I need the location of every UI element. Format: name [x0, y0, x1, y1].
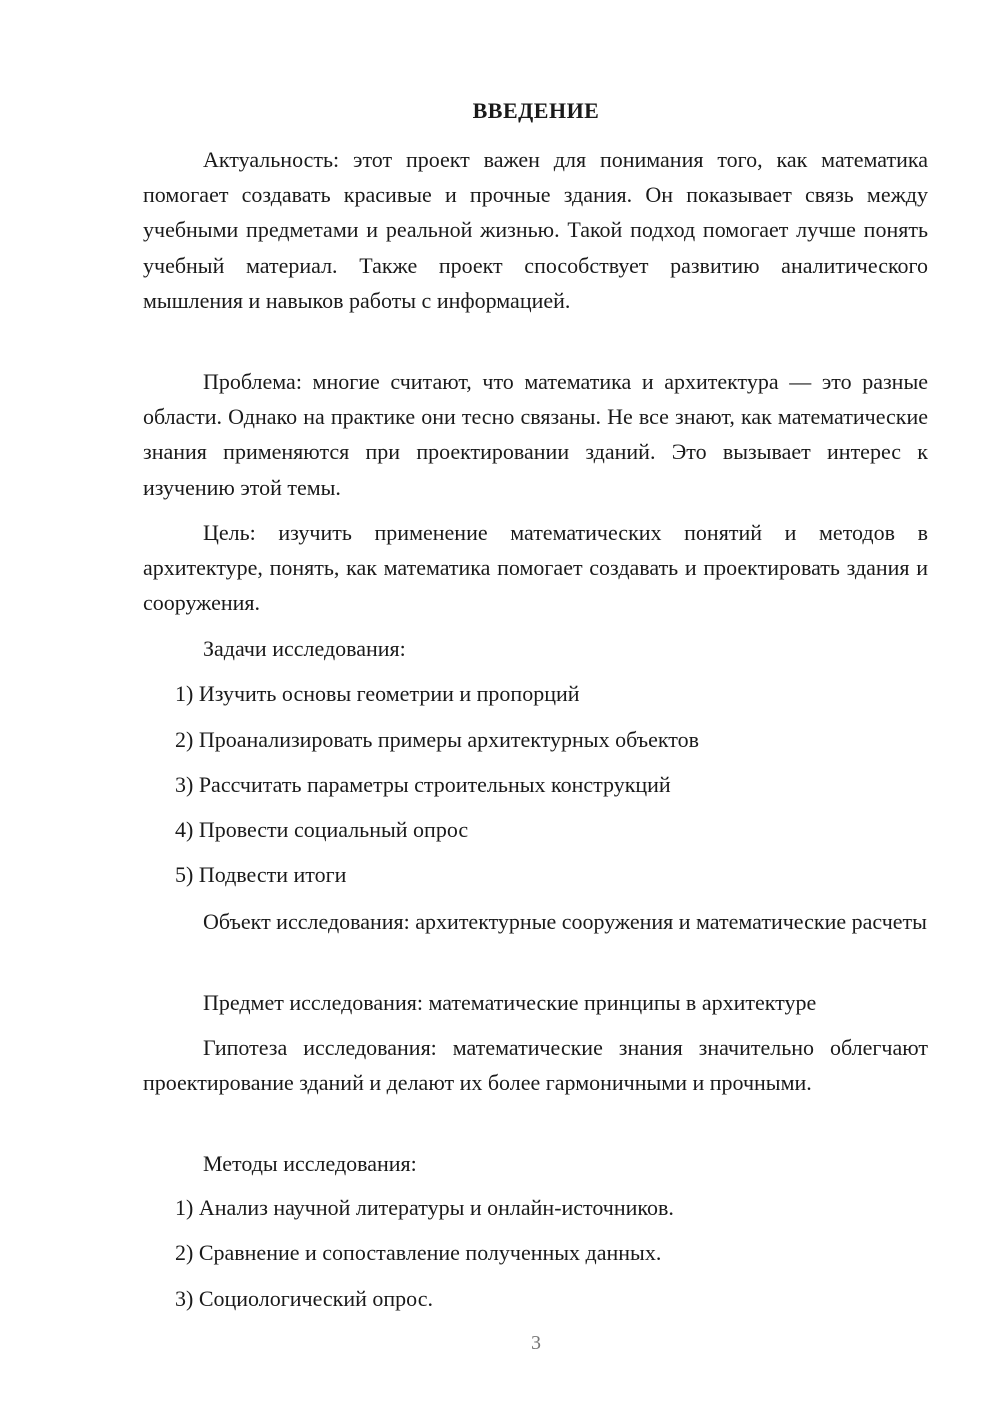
- subject-paragraph: Предмет исследования: математические принципы в архитектуре: [203, 990, 817, 1015]
- task-item: 5) Подвести итоги: [175, 862, 347, 887]
- task-item: 3) Рассчитать параметры строительных конструкций: [175, 772, 671, 797]
- hypothesis-paragraph: Гипотеза исследования: математические знания значительно облегчают проектирование зданий и делают их более гармоничными и прочными.: [143, 1035, 928, 1096]
- method-item: 2) Сравнение и сопоставление полученных данных.: [175, 1240, 662, 1265]
- method-item: 1) Анализ научной литературы и онлайн-источников.: [175, 1195, 674, 1220]
- relevance-paragraph: Актуальность: этот проект важен для понимания того, как математика помогает создавать красивые и прочные здания. Он показывает связь между учебными предметами и реальной жизнью. Такой подход помогает лучше понять учебный материал. Также проект способствует развитию аналитического мышления и навыков работы с информацией.: [143, 147, 928, 313]
- task-item: 4) Провести социальный опрос: [175, 817, 469, 842]
- task-item: 2) Проанализировать примеры архитектурных объектов: [175, 727, 699, 752]
- methods-label: Методы исследования:: [203, 1151, 417, 1176]
- goal-paragraph: Цель: изучить применение математических понятий и методов в архитектуре, понять, как математика помогает создавать и проектировать здания и сооружения.: [143, 520, 928, 616]
- page-number: 3: [531, 1332, 541, 1354]
- problem-paragraph: Проблема: многие считают, что математика и архитектура — это разные области. Однако на практике они тесно связаны. Не все знают, как математические знания применяются при проектировании зданий. Это вызывает интерес к изучению этой темы.: [143, 369, 928, 500]
- section-heading: ВВЕДЕНИЕ: [472, 98, 600, 123]
- method-item: 3) Социологический опрос.: [175, 1286, 433, 1311]
- task-item: 1) Изучить основы геометрии и пропорций: [175, 681, 580, 706]
- tasks-label: Задачи исследования:: [203, 636, 406, 661]
- object-paragraph: Объект исследования: архитектурные сооружения и математические расчеты: [203, 909, 927, 934]
